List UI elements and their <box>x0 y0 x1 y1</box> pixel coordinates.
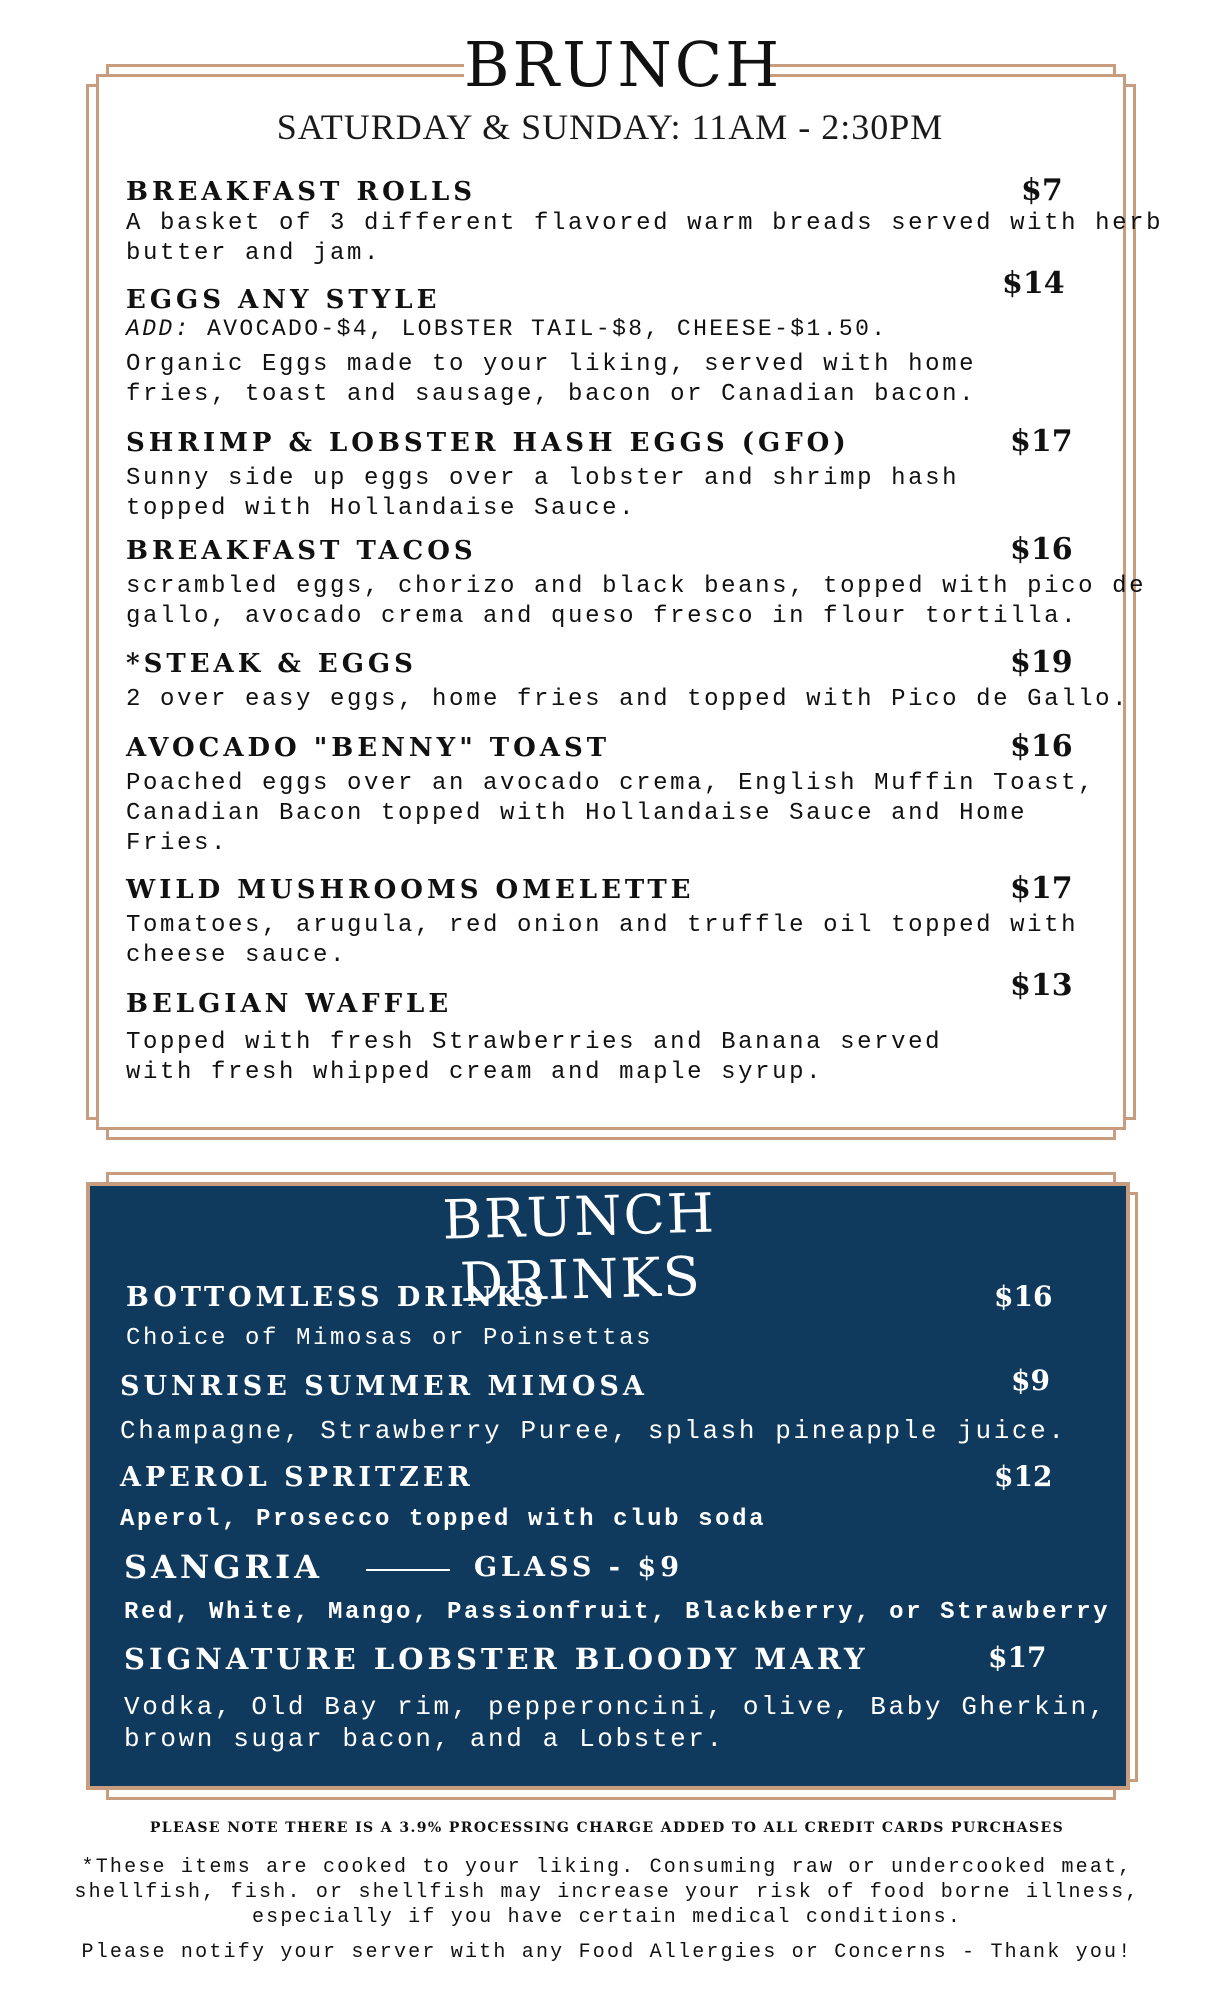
menu-item-name: *STEAK & EGGS <box>126 649 417 679</box>
menu-item-price: $17 <box>1010 871 1073 906</box>
allergy-note: Please notify your server with any Food Allergies or Concerns - Thank you! <box>81 1941 1133 1964</box>
drink-price: $12 <box>994 1460 1053 1493</box>
drink-price: $16 <box>994 1280 1053 1313</box>
drink-description: Red, White, Mango, Passionfruit, Blackberry, or Strawberry <box>124 1599 1111 1626</box>
menu-item-price: $19 <box>1010 645 1073 680</box>
menu-item-description: Tomatoes, arugula, red onion and truffle oil topped with cheese sauce. <box>126 912 1079 969</box>
menu-item-name: AVOCADO "BENNY" TOAST <box>126 733 611 763</box>
menu-item-description: 2 over easy eggs, home fries and topped with Pico de Gallo. <box>126 686 1130 713</box>
menu-item-price: $14 <box>1002 266 1065 301</box>
drink-description: Choice of Mimosas or Poinsettas <box>126 1325 654 1352</box>
drink-price: $9 <box>1011 1364 1050 1397</box>
drink-name: SIGNATURE LOBSTER BLOODY MARY <box>124 1642 869 1676</box>
menu-item-price: $17 <box>1010 424 1073 459</box>
menu-item-description: Topped with fresh Strawberries and Banana served with fresh whipped cream and maple syrup. <box>126 1029 943 1086</box>
processing-charge-note: PLEASE NOTE THERE IS A 3.9% PROCESSING CHARGE ADDED TO ALL CREDIT CARDS PURCHASES <box>149 1820 1065 1836</box>
addons-text: AVOCADO-$4, LOBSTER TAIL-$8, CHEESE-$1.50. <box>190 316 888 342</box>
menu-item-description: Poached eggs over an avocado crema, English Muffin Toast, Canadian Bacon topped with Hollandaise Sauce and Home Fries. <box>126 770 1096 857</box>
menu-item-price: $16 <box>1010 729 1073 764</box>
drink-description: Champagne, Strawberry Puree, splash pineapple juice. <box>120 1416 1067 1446</box>
menu-item-description: Sunny side up eggs over a lobster and shrimp hash topped with Hollandaise Sauce. <box>126 465 960 522</box>
drink-description: Vodka, Old Bay rim, pepperoncini, olive, Baby Gherkin, brown sugar bacon, and a Lobster. <box>124 1692 1107 1754</box>
brunch-hours: SATURDAY & SUNDAY: 11AM - 2:30PM <box>276 107 944 147</box>
drink-name: SANGRIA <box>124 1548 323 1586</box>
drink-name: APEROL SPRITZER <box>120 1462 474 1493</box>
menu-item-name: EGGS ANY STYLE <box>126 285 441 315</box>
menu-item-name: BREAKFAST ROLLS <box>126 177 477 207</box>
drink-name: SUNRISE SUMMER MIMOSA <box>120 1371 648 1402</box>
menu-item-addons <box>126 316 888 342</box>
drink-price: GLASS - $9 <box>474 1552 683 1583</box>
menu-item-description: A basket of 3 different flavored warm breads served with herb butter and jam. <box>126 210 1164 267</box>
menu-item-name: BELGIAN WAFFLE <box>126 989 453 1019</box>
menu-item-name: BREAKFAST TACOS <box>126 536 477 566</box>
drink-description: Aperol, Prosecco topped with club soda <box>120 1506 767 1533</box>
brunch-title: BRUNCH <box>464 28 783 101</box>
drink-name: BOTTOMLESS DRINKS <box>126 1282 547 1313</box>
addons-label: ADD: <box>126 316 191 342</box>
menu-item-name: WILD MUSHROOMS OMELETTE <box>126 875 695 905</box>
drinks-title: BRUNCH DRINKS <box>441 1181 717 1315</box>
menu-item-price: $13 <box>1010 968 1073 1003</box>
sangria-divider <box>366 1569 450 1571</box>
raw-food-warning: *These items are cooked to your liking. Consuming raw or undercooked meat, shellfish, fish. or shellfish may increase your risk of food borne illness, especially if you have certain medical conditions. <box>74 1856 1140 1929</box>
menu-item-price: $7 <box>1021 173 1063 208</box>
menu-item-name: SHRIMP & LOBSTER HASH EGGS (GFO) <box>126 428 850 458</box>
menu-item-description: Organic Eggs made to your liking, served with home fries, toast and sausage, bacon or Canadian bacon. <box>126 351 977 408</box>
menu-item-price: $16 <box>1010 532 1073 567</box>
menu-item-description: scrambled eggs, chorizo and black beans, topped with pico de gallo, avocado crema and queso fresco in flour tortilla. <box>126 573 1147 630</box>
drink-price: $17 <box>988 1641 1047 1674</box>
